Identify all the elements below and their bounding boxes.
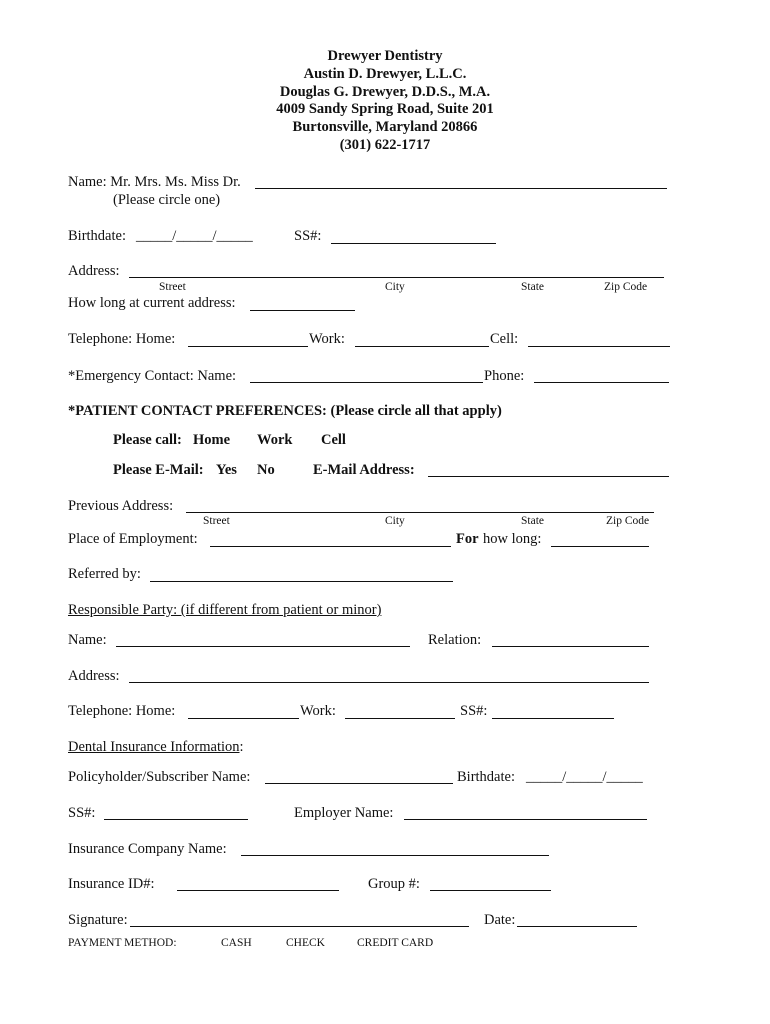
how-long-field[interactable] bbox=[250, 310, 355, 311]
name-label: Name: Mr. Mrs. Ms. Miss Dr. bbox=[68, 174, 241, 190]
insurance-ssn-label: SS#: bbox=[68, 805, 96, 821]
signature-field[interactable] bbox=[130, 926, 469, 927]
insurance-birthdate-label: Birthdate: bbox=[457, 769, 515, 785]
responsible-home-field[interactable] bbox=[188, 718, 299, 719]
practice-name: Drewyer Dentistry bbox=[327, 48, 443, 64]
emergency-name-label: *Emergency Contact: Name: bbox=[68, 368, 237, 384]
telephone-work-field[interactable] bbox=[355, 346, 489, 347]
payment-method-label: PAYMENT METHOD: bbox=[68, 937, 177, 949]
policyholder-label: Policyholder/Subscriber Name: bbox=[68, 769, 251, 785]
relation-label: Relation: bbox=[428, 632, 482, 648]
responsible-ssn-label: SS#: bbox=[460, 703, 488, 719]
insurance-company-label: Insurance Company Name: bbox=[68, 841, 227, 857]
group-number-label: Group #: bbox=[368, 876, 420, 892]
practice-street: 4009 Sandy Spring Road, Suite 201 bbox=[276, 101, 494, 118]
email-no-option[interactable]: No bbox=[257, 462, 275, 478]
prev-zip-caption: Zip Code bbox=[606, 515, 650, 527]
how-long-label: How long at current address: bbox=[68, 295, 236, 311]
call-home-option[interactable]: Home bbox=[193, 432, 231, 448]
responsible-work-label: Work: bbox=[300, 703, 336, 719]
employment-field[interactable] bbox=[210, 546, 451, 547]
email-address-label: E-Mail Address: bbox=[313, 462, 415, 478]
email-yes-option[interactable]: Yes bbox=[216, 462, 237, 478]
insurance-ssn-field[interactable] bbox=[104, 819, 248, 820]
prev-street-caption: Street bbox=[203, 515, 230, 527]
insurance-heading-wrap bbox=[68, 738, 244, 756]
insurance-id-field[interactable] bbox=[177, 890, 339, 891]
ssn-label: SS#: bbox=[294, 228, 322, 244]
address-field[interactable] bbox=[129, 277, 664, 278]
emergency-name-field[interactable] bbox=[250, 382, 483, 383]
call-cell-option[interactable]: Cell bbox=[321, 432, 346, 448]
relation-field[interactable] bbox=[492, 646, 649, 647]
payment-check-option[interactable]: CHECK bbox=[286, 937, 325, 949]
responsible-work-field[interactable] bbox=[345, 718, 455, 719]
practice-header bbox=[0, 48, 770, 155]
contact-preferences-title: *PATIENT CONTACT PREFERENCES: (Please circle all that apply) bbox=[68, 403, 502, 419]
insurance-company-field[interactable] bbox=[241, 855, 549, 856]
employment-how-long-label: how long: bbox=[483, 531, 542, 547]
ssn-field[interactable] bbox=[331, 243, 496, 244]
birthdate-label: Birthdate: bbox=[68, 228, 126, 244]
insurance-heading: Dental Insurance Information bbox=[68, 739, 240, 755]
telephone-home-field[interactable] bbox=[188, 346, 308, 347]
prev-state-caption: State bbox=[521, 515, 544, 527]
employment-label: Place of Employment: bbox=[68, 531, 198, 547]
emergency-phone-label: Phone: bbox=[484, 368, 525, 384]
insurance-id-label: Insurance ID#: bbox=[68, 876, 155, 892]
group-number-field[interactable] bbox=[430, 890, 551, 891]
responsible-home-label: Telephone: Home: bbox=[68, 703, 176, 719]
policyholder-field[interactable] bbox=[265, 783, 453, 784]
name-field[interactable] bbox=[255, 188, 667, 189]
practice-city: Burtonsville, Maryland 20866 bbox=[292, 119, 478, 136]
please-email-label: Please E-Mail: bbox=[113, 462, 204, 478]
telephone-home-label: Telephone: Home: bbox=[68, 331, 176, 347]
insurance-heading-colon: : bbox=[239, 739, 244, 755]
telephone-cell-label: Cell: bbox=[490, 331, 519, 347]
address-zip-caption: Zip Code bbox=[604, 281, 648, 293]
payment-credit-card-option[interactable]: CREDIT CARD bbox=[357, 937, 434, 949]
dentist-2: Douglas G. Drewyer, D.D.S., M.A. bbox=[279, 83, 491, 100]
emergency-phone-field[interactable] bbox=[534, 382, 669, 383]
responsible-name-field[interactable] bbox=[116, 646, 410, 647]
responsible-name-label: Name: bbox=[68, 632, 107, 648]
employer-name-field[interactable] bbox=[404, 819, 647, 820]
employment-how-long-field[interactable] bbox=[551, 546, 649, 547]
address-state-caption: State bbox=[521, 281, 544, 293]
previous-address-label: Previous Address: bbox=[68, 498, 174, 514]
insurance-birthdate-field[interactable]: _____/_____/_____ bbox=[526, 769, 643, 785]
dentist-1: Austin D. Drewyer, L.L.C. bbox=[303, 65, 467, 82]
referred-by-field[interactable] bbox=[150, 581, 453, 582]
practice-phone: (301) 622-1717 bbox=[339, 136, 431, 153]
signature-label: Signature: bbox=[68, 912, 128, 928]
address-street-caption: Street bbox=[159, 281, 186, 293]
previous-address-field[interactable] bbox=[186, 512, 654, 513]
responsible-party-heading: Responsible Party: (if different from patient or minor) bbox=[68, 602, 382, 618]
please-call-label: Please call: bbox=[113, 432, 182, 448]
birthdate-field[interactable]: _____/_____/_____ bbox=[136, 228, 253, 244]
responsible-ssn-field[interactable] bbox=[492, 718, 614, 719]
date-label: Date: bbox=[484, 912, 516, 928]
address-city-caption: City bbox=[385, 281, 405, 293]
telephone-work-label: Work: bbox=[309, 331, 345, 347]
circle-hint: (Please circle one) bbox=[113, 192, 221, 208]
call-work-option[interactable]: Work bbox=[257, 432, 293, 448]
payment-cash-option[interactable]: CASH bbox=[221, 937, 252, 949]
responsible-address-label: Address: bbox=[68, 668, 120, 684]
for-label: For bbox=[456, 531, 479, 547]
employer-name-label: Employer Name: bbox=[294, 805, 394, 821]
email-address-field[interactable] bbox=[428, 476, 669, 477]
prev-city-caption: City bbox=[385, 515, 405, 527]
responsible-address-field[interactable] bbox=[129, 682, 649, 683]
referred-by-label: Referred by: bbox=[68, 566, 141, 582]
address-label: Address: bbox=[68, 263, 120, 279]
date-field[interactable] bbox=[517, 926, 637, 927]
telephone-cell-field[interactable] bbox=[528, 346, 670, 347]
